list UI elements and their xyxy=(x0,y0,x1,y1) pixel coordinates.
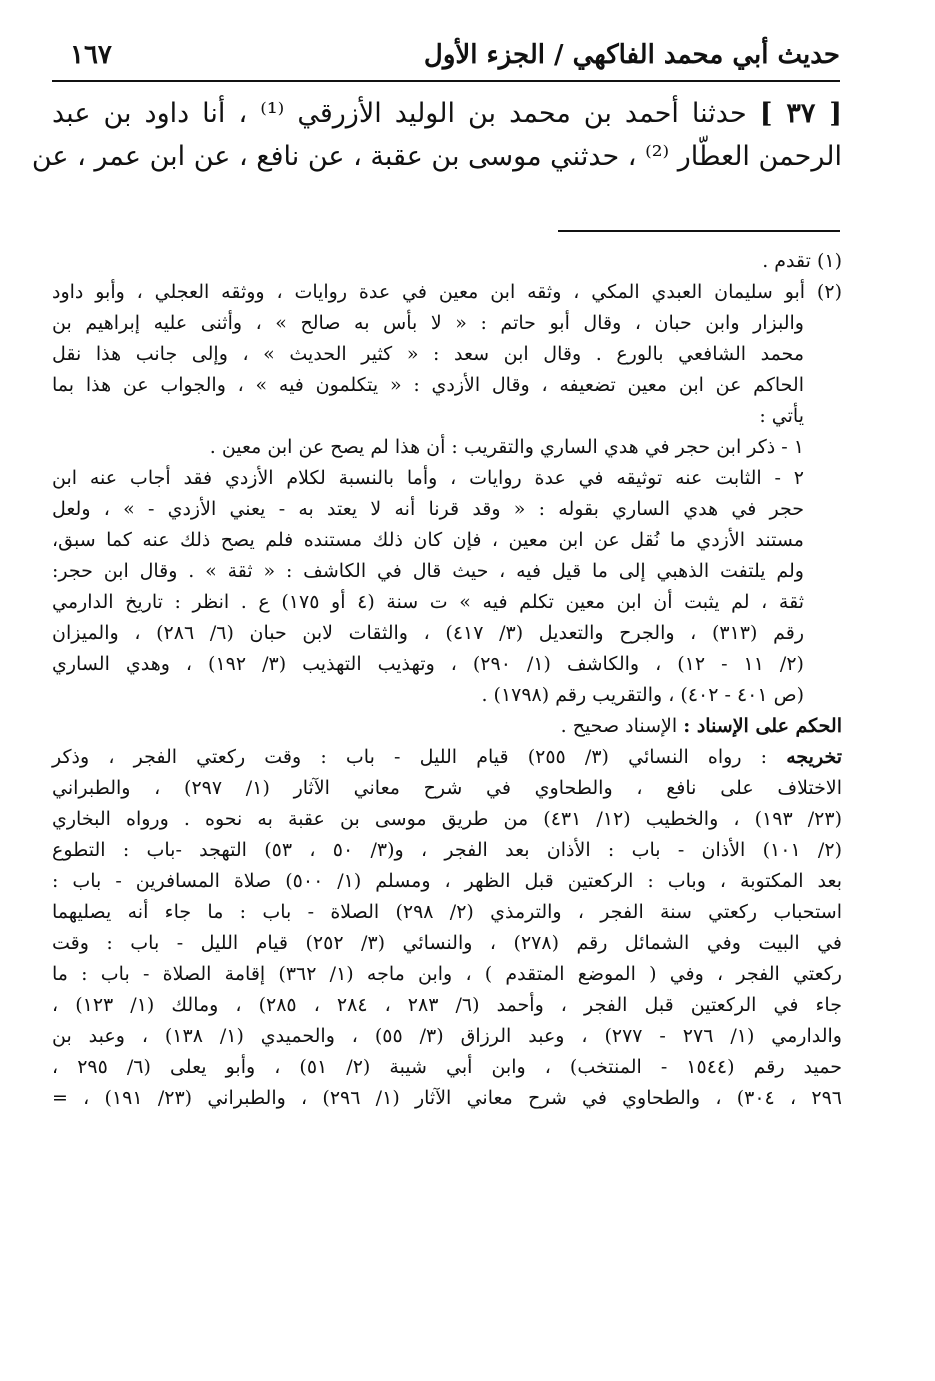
footnotes xyxy=(52,246,842,1114)
isnad-ruling-line xyxy=(52,711,842,742)
point-2-line: ولم يلتفت الذهبي إلى ما قيل فيه ، حيث قال في الكاشف : « ثقة » . وقال ابن حجر: xyxy=(52,560,804,582)
footnote-2-line: يأتي : xyxy=(759,405,804,427)
takhrij-line: في البيت وفي الشمائل رقم (٢٧٨) ، والنسائي (٣/ ٢٥٢) قيام الليل - باب : وقت xyxy=(52,932,843,954)
point-2-line: رقم (٣١٣) ، والجرح والتعديل (٣/ ٤١٧) ، والثقات لابن حبان (٦/ ٢٨٦) ، والميزان xyxy=(52,622,804,644)
point-2-line: حجر في هدي الساري بقوله : « وقد قرنا أنه لا يعتد به - يعني الأزدي - » ، ولعل xyxy=(52,498,804,520)
point-2-line: ٢ - الثابت عنه توثيقه في عدة روايات ، وأما بالنسبة لكلام الأزدي فقد أجاب عنه ابن xyxy=(52,467,804,489)
footnote-2-line: (٢) أبو سليمان العبدي المكي ، وثقه ابن معين في عدة روايات ، ووثقه العجلي ، وأبو داود xyxy=(52,281,842,303)
takhrij-line: ركعتي الفجر ، وفي ( الموضع المتقدم ) ، وابن ماجه (١/ ٣٦٢) إقامة الصلاة - باب : ما xyxy=(52,963,842,985)
isnad-ruling xyxy=(52,711,842,742)
footnote-separator xyxy=(558,230,840,232)
hadith-line-2: الرحمن العطّار ⁽²⁾ ، حدثني موسى بن عقبة ، عن نافع ، عن ابن عمر ، عن xyxy=(31,141,842,172)
takhrij-line xyxy=(52,742,842,773)
point-1-line: ١ - ذكر ابن حجر في هدي الساري والتقريب : أن هذا لم يصح عن ابن معين . xyxy=(209,436,804,458)
takhrij-line: حميد رقم (١٥٤٤ - المنتخب) ، وابن أبي شيبة (٢/ ٥١) ، وأبو يعلى (٦/ ٢٩٥ ، xyxy=(52,1056,842,1078)
footnote-2-point-2 xyxy=(52,463,842,711)
point-2-line: ثقة ، لم يثبت أن ابن معين تكلم فيه » ت سنة (٤ أو ١٧٥) ع . انظر : تاريخ الدارمي xyxy=(52,591,804,613)
page-number: ١٦٧ xyxy=(70,40,112,70)
hadith-number: [ ٣٧ ] xyxy=(759,98,842,129)
takhrij-line: والدارمي (١/ ٢٧٦ - ٢٧٧) ، وعبد الرزاق (٣/ ٥٥) ، والحميدي (١/ ١٣٨) ، وعبد بن xyxy=(52,1025,842,1047)
point-2-line: (ص ٤٠١ - ٤٠٢) ، والتقريب رقم (١٧٩٨) . xyxy=(481,684,804,706)
takhrij-line: جاء في الركعتين قبل الفجر ، وأحمد (٦/ ٢٨٣ ، ٢٨٤ ، ٢٨٥) ، ومالك (١/ ١٢٣) ، xyxy=(52,994,842,1016)
footnote-2-line: محمد الشافعي بالورع . وقال ابن سعد : « كثير الحديث » ، وإلى جانب هذا نقل xyxy=(52,343,804,365)
takhrij-line: استحباب ركعتي سنة الفجر ، والترمذي (٢/ ٢٩٨) الصلاة - باب : ما جاء أنه يصليهما xyxy=(52,901,842,923)
point-2-line: مستند الأزدي ما نُقل عن ابن معين ، فإن كان ذلك مستنده فلم يصح ذلك عنه كما سبق، xyxy=(52,529,804,551)
takhrij-label: تخريجه xyxy=(786,746,842,768)
takhrij-line: (٢٣/ ١٩٣) ، والخطيب (١٢/ ٤٣١) من طريق موسى بن عقبة به نحوه . ورواه البخاري xyxy=(52,808,843,830)
hadith-line-1-text: حدثنا أحمد بن محمد بن الوليد الأزرقي ⁽¹⁾ ، أنا داود بن عبد xyxy=(52,98,747,129)
takhrij-section xyxy=(52,742,842,1114)
footnote-1: (١) تقدم . xyxy=(762,250,842,272)
hadith-line-1 xyxy=(52,92,842,135)
page-header xyxy=(52,40,840,78)
footnote-2-line: والبزار وابن حبان ، وقال أبو حاتم : « لا بأس به صالح » ، وأثنى عليه إبراهيم بن xyxy=(52,312,804,334)
isnad-ruling-text: الإسناد صحيح . xyxy=(560,715,684,737)
footnote-2-point-1 xyxy=(52,432,842,463)
footnote-2 xyxy=(52,277,842,432)
takhrij-first-line-text: : رواه النسائي (٣/ ٢٥٥) قيام الليل - باب : وقت ركعتي الفجر ، وذكر xyxy=(52,746,787,768)
header-rule xyxy=(52,80,840,82)
takhrij-line: الاختلاف على نافع ، والطحاوي في شرح معاني الآثار (١/ ٢٩٧) ، والطبراني xyxy=(52,777,843,799)
takhrij-line: بعد المكتوبة ، وباب : الركعتين قبل الظهر ، ومسلم (١/ ٥٠٠) صلاة المسافرين - باب : xyxy=(52,870,842,892)
takhrij-line: (٢/ ١٠١) الأذان - باب : الأذان بعد الفجر ، و(٣/ ٥٠ ، ٥٣) التهجد -باب : التطوع xyxy=(52,839,842,861)
point-2-line: (٢/ ١١ - ١٢) ، والكاشف (١/ ٢٩٠) ، وتهذيب التهذيب (٣/ ١٩٢) ، وهدي الساري xyxy=(52,653,804,675)
hadith-text xyxy=(31,92,842,178)
running-title: حديث أبي محمد الفاكهي / الجزء الأول xyxy=(423,40,840,70)
footnote-2-line: الحاكم عن ابن معين تضعيفه ، وقال الأزدي : « يتكلمون فيه » ، والجواب عن هذا بما xyxy=(52,374,804,396)
isnad-ruling-label: الحكم على الإسناد : xyxy=(683,715,842,737)
takhrij-line: ٢٩٦ ، ٣٠٤) ، والطحاوي في شرح معاني الآثار (١/ ٢٩٦) ، والطبراني (٢٣/ ١٩١) ، = xyxy=(52,1087,842,1109)
